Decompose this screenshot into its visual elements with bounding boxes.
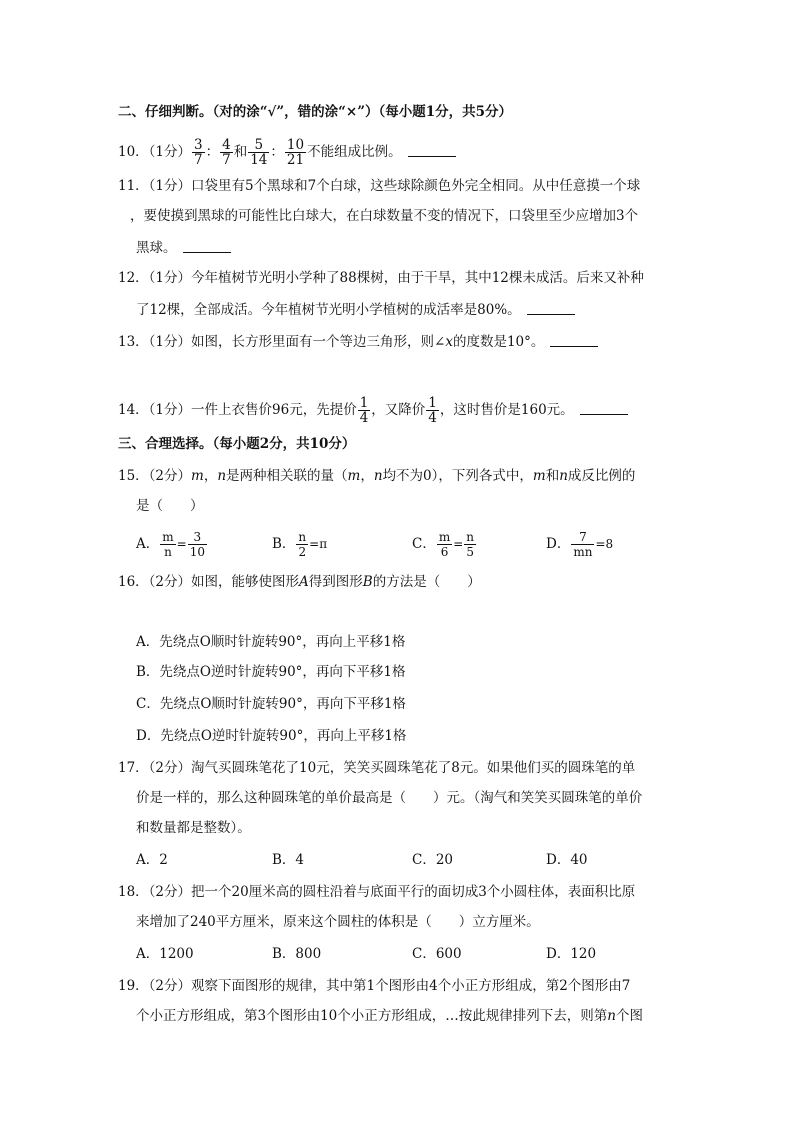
fraction-denominator: 7 [222, 152, 231, 168]
text: 的方法是（ ） [372, 574, 481, 590]
fraction [160, 530, 175, 559]
q15-option-a[interactable] [136, 530, 208, 559]
q17-line-1: 17．（2分）淘气买圆珠笔花了10元，笑笑买圆珠笔花了8元。如果他们买的圆珠笔的单 [118, 760, 636, 776]
fraction-denominator: 4 [359, 410, 369, 426]
section-3-title: 三、合理选择。（每小题2分，共10分） [118, 436, 356, 452]
q14-prefix: 14．（1分）一件上衣售价96元，先提价 [118, 402, 357, 418]
option-label: A． [136, 536, 160, 552]
fraction-10-21 [285, 138, 306, 167]
answer-blank[interactable] [550, 334, 598, 347]
equals: = [453, 537, 464, 551]
fraction-denominator: 21 [286, 152, 305, 168]
fraction-numerator: 3 [188, 530, 207, 545]
q18-option-c[interactable]: C．600 [412, 946, 462, 962]
fraction [571, 530, 594, 559]
q10-text: 不能组成比例。 [307, 144, 402, 160]
fraction [188, 530, 207, 559]
fraction [296, 530, 308, 559]
q16-prefix: 16．（2分）如图，能够使图形 [118, 574, 300, 590]
equals: =8 [595, 537, 614, 551]
text: 成反比例的 [567, 468, 636, 484]
q14-text: ，这时售价是160元。 [439, 402, 574, 418]
q15-option-b[interactable] [272, 530, 327, 559]
q15-prefix: 15．（2分） [118, 468, 192, 484]
option-label: C． [412, 536, 436, 552]
fraction-denominator: 6 [440, 545, 449, 559]
fraction-denominator: n [164, 545, 172, 559]
option-label: B． [272, 536, 296, 552]
answer-blank[interactable] [527, 302, 575, 315]
fraction-numerator: 10 [286, 137, 305, 153]
fraction-numerator: 7 [571, 530, 594, 545]
q18-option-a[interactable]: A．1200 [136, 946, 194, 962]
q17-option-b[interactable]: B．4 [272, 852, 305, 868]
q14-middle: ，又降价 [371, 402, 426, 418]
q10-prefix: 10．（1分） [118, 144, 192, 160]
option-label: D． [546, 536, 571, 552]
q15-option-d[interactable] [546, 530, 613, 559]
fraction-1-4 [358, 396, 371, 425]
variable-n: n [373, 468, 383, 484]
q17-option-a[interactable]: A．2 [136, 852, 168, 868]
fraction-3-7 [192, 138, 205, 167]
fraction [437, 530, 452, 559]
q16-option-a[interactable]: A．先绕点O顺时针旋转90°，再向上平移1格 [136, 634, 406, 650]
fraction-numerator: 3 [194, 137, 203, 153]
fraction-numerator: n [298, 530, 307, 544]
variable-m: m [532, 468, 546, 484]
fraction-numerator: 1 [359, 395, 369, 411]
ratio-colon: ： [270, 144, 284, 160]
text: ， [203, 468, 218, 484]
q17-line-2: 价是一样的，那么这种圆珠笔的单价最高是（ ）元。（淘气和笑笑买圆珠笔的单价 [136, 790, 643, 806]
variable-m: m [347, 468, 361, 484]
q11-text: 黑球。 [136, 240, 177, 256]
conjunction: 和 [233, 144, 248, 160]
fraction-denominator: 5 [466, 545, 474, 559]
fraction-numerator: 4 [222, 137, 231, 153]
question-13 [118, 332, 598, 352]
fraction-numerator: n [466, 530, 475, 544]
q18-line-1: 18．（2分）把一个20厘米高的圆柱沿着与底面平行的面切成3个小圆柱体，表面积比原 [118, 884, 636, 900]
q15-line-2: 是（ ） [136, 498, 204, 514]
variable-m: m [191, 468, 204, 484]
fraction-4-7 [220, 138, 233, 167]
fraction-denominator: mn [573, 545, 593, 559]
shape-b-label: B [362, 574, 373, 590]
fraction-numerator: 5 [248, 138, 269, 153]
text: 得到图形 [308, 574, 363, 590]
text: 均不为0），下列各式中， [382, 468, 533, 484]
q11-line-2: ，要使摸到黑球的可能性比白球大，在白球数量不变的情况下，口袋里至少应增加3个 [130, 208, 639, 224]
q11-line-1: 11．（1分）口袋里有5个黑球和7个白球，这些球除颜色外完全相同。从中任意摸一个球 [118, 178, 641, 194]
q13-text: 的度数是10°。 [452, 334, 545, 350]
question-10 [118, 138, 456, 167]
variable-n: n [217, 468, 227, 484]
section-2-title: 二、仔细判断。（对的涂“√”，错的涂“×”）（每小题1分，共5分） [118, 104, 513, 120]
text: 是两种相关联的量（ [226, 468, 348, 484]
answer-blank[interactable] [408, 144, 456, 157]
fraction-denominator: 7 [194, 152, 203, 168]
q12-text: 了12棵，全部成活。今年植树节光明小学植树的成活率是80%。 [136, 302, 521, 318]
text: 个小正方形组成，第3个图形由10个小正方形组成，…按此规律排列下去，则第 [136, 1008, 608, 1024]
q13-prefix: 13．（1分）如图，长方形里面有一个等边三角形，则∠ [118, 334, 446, 350]
fraction-numerator: m [162, 530, 174, 544]
fraction-denominator: 4 [428, 410, 437, 426]
q18-option-b[interactable]: B．800 [272, 946, 322, 962]
fraction-5-14 [248, 138, 269, 167]
question-14 [118, 396, 628, 425]
fraction-numerator: m [438, 530, 451, 544]
shape-a-label: A [299, 574, 309, 590]
text: ， [360, 468, 374, 484]
fraction-denominator: 10 [189, 545, 205, 559]
equals: = [176, 537, 187, 551]
ratio-colon: ： [205, 144, 220, 160]
q19-line-2 [136, 1006, 643, 1026]
q12-line-2 [136, 300, 575, 320]
q17-option-d[interactable]: D．40 [546, 852, 588, 868]
text: 个图 [615, 1008, 643, 1024]
q16-option-b[interactable]: B．先绕点O逆时针旋转90°，再向下平移1格 [136, 664, 406, 680]
angle-variable: x [445, 334, 453, 350]
fraction-numerator: 1 [428, 395, 437, 411]
q15-line-1 [118, 466, 635, 486]
q16-option-d[interactable]: D．先绕点O逆时针旋转90°，再向上平移1格 [136, 728, 407, 744]
q17-option-c[interactable]: C．20 [412, 852, 454, 868]
fraction-denominator: 2 [298, 545, 307, 559]
q11-line-3 [136, 238, 231, 258]
q18-option-d[interactable]: D．120 [546, 946, 597, 962]
q17-line-3: 和数量都是整数）。 [136, 820, 251, 836]
q19-line-1: 19．（2分）观察下面图形的规律，其中第1个图形由4个小正方形组成，第2个图形由7 [118, 978, 631, 994]
text: 和 [545, 468, 560, 484]
fraction-denominator: 14 [250, 152, 268, 168]
answer-blank[interactable] [580, 402, 628, 415]
fraction [464, 530, 476, 559]
answer-blank[interactable] [183, 240, 231, 253]
q12-line-1: 12．（1分）今年植树节光明小学种了88棵树，由于干旱，其中12棵未成活。后来又补种 [118, 270, 644, 286]
q16-option-c[interactable]: C．先绕点O顺时针旋转90°，再向下平移1格 [136, 696, 406, 712]
q15-option-c[interactable] [412, 530, 477, 559]
question-16 [118, 572, 481, 592]
variable-n: n [607, 1008, 616, 1024]
variable-n: n [559, 468, 568, 484]
equals-pi: =π [309, 537, 328, 551]
q18-line-2: 来增加了240平方厘米，原来这个圆柱的体积是（ ）立方厘米。 [136, 914, 540, 930]
fraction-1-4 [426, 396, 439, 425]
